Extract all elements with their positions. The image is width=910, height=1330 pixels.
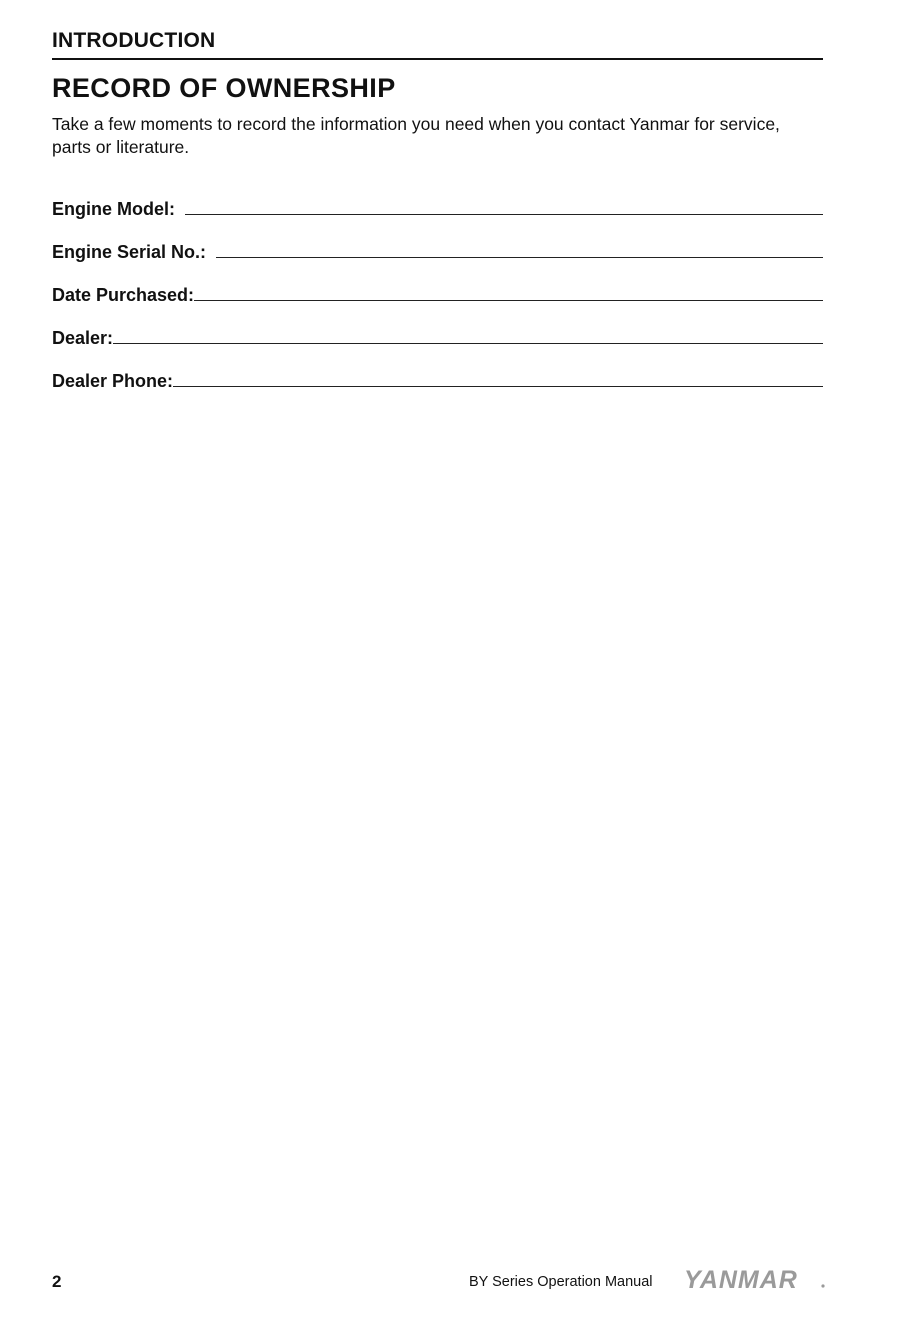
- engine-model-field[interactable]: [185, 213, 823, 215]
- engine-serial-row: [52, 220, 823, 263]
- dealer-phone-field[interactable]: [173, 385, 823, 387]
- ownership-form: [52, 177, 823, 392]
- dealer-phone-label: Dealer Phone:: [52, 371, 174, 391]
- date-purchased-row: [52, 263, 823, 306]
- page-title: RECORD OF OWNERSHIP: [52, 73, 396, 103]
- manual-title: BY Series Operation Manual: [469, 1274, 653, 1290]
- section-header: INTRODUCTION: [52, 28, 823, 60]
- dealer-phone-row: [52, 349, 823, 392]
- engine-model-label: Engine Model:: [52, 199, 175, 219]
- date-purchased-label: Date Purchased:: [52, 285, 195, 305]
- dealer-label: Dealer:: [52, 328, 114, 348]
- logo-registered-dot: [821, 1284, 824, 1287]
- logo-text: YANMAR: [684, 1266, 798, 1294]
- dealer-row: [52, 306, 823, 349]
- page-number: 2: [52, 1272, 62, 1291]
- dealer-field[interactable]: [113, 342, 823, 344]
- yanmar-logo: [682, 1266, 828, 1299]
- engine-serial-label: Engine Serial No.:: [52, 242, 207, 262]
- date-purchased-field[interactable]: [194, 299, 823, 301]
- intro-paragraph: Take a few moments to record the information you need when you contact Yanmar for service, parts or literature.: [52, 114, 780, 157]
- yanmar-logo-mark: [682, 1266, 828, 1294]
- engine-serial-field[interactable]: [216, 256, 823, 258]
- engine-model-row: [52, 177, 823, 220]
